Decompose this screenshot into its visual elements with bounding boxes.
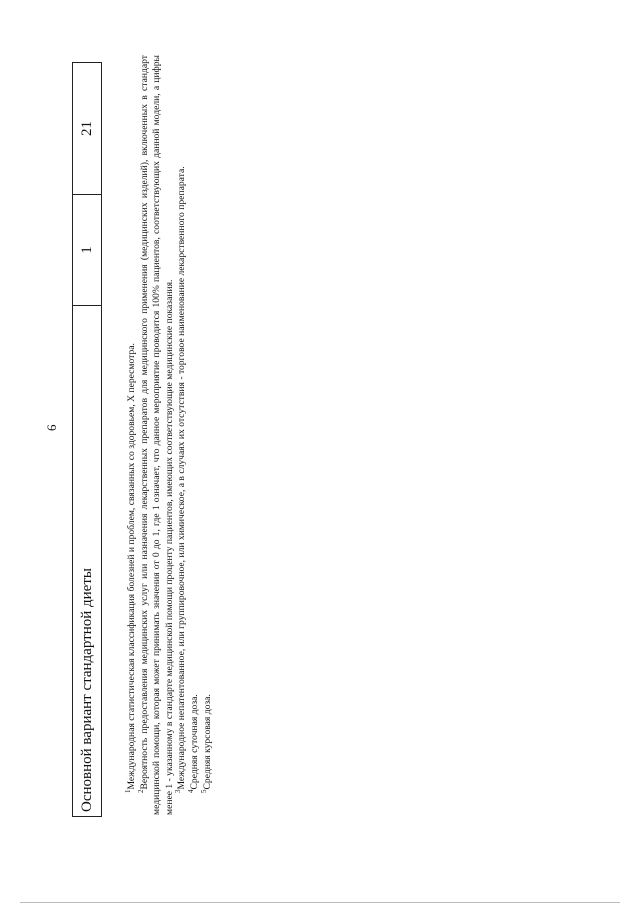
- footnote-text: Средняя курсовая доза.: [201, 694, 213, 790]
- footnote-text: Средняя суточная доза.: [188, 694, 200, 790]
- footnote-text: Международное непатентованное, или группировочное, или химическое, а в случаях их отсутствия - торговое наименование лекарственного препарата.: [176, 166, 188, 790]
- footnote-text: Вероятность предоставления медицинских услуг или назначения лекарственных препаратов для медицинского применения (медицинских изделий), включенных в стандарт медицинской помощи, которая может принимать значения от 0 до 1, где 1 означает, что данное мероприятие проводится 100% пациентов, соответствующих данной модели, а цифры менее 1 - указанному в стандарте медицинской помощи проценту пациентов, имеющих соответствующие медицинские показания.: [138, 55, 175, 815]
- footnote-mark: 2: [136, 789, 145, 793]
- footnote-3: [176, 55, 189, 815]
- diet-name-cell: Основной вариант стандартной диеты: [73, 305, 101, 816]
- footnotes: [123, 55, 214, 815]
- footnote-text: Международная статистическая классификация болезней и проблем, связанных со здоровьем, X пересмотра.: [126, 343, 137, 790]
- footnote-mark: 3: [174, 789, 183, 793]
- footnote-1: [123, 55, 139, 815]
- footnote-4: [186, 55, 202, 815]
- footnote-mark: 1: [123, 789, 132, 793]
- footnote-2: [136, 55, 177, 815]
- count-cell: 21: [78, 121, 95, 136]
- footnote-mark: 4: [186, 789, 195, 793]
- scan-edge-rule: [20, 902, 620, 903]
- footnote-5: [199, 55, 215, 815]
- footnote-mark: 5: [199, 789, 208, 793]
- page-number: 6: [44, 424, 59, 431]
- diet-table-row: [72, 62, 102, 817]
- probability-cell: 1: [73, 194, 101, 305]
